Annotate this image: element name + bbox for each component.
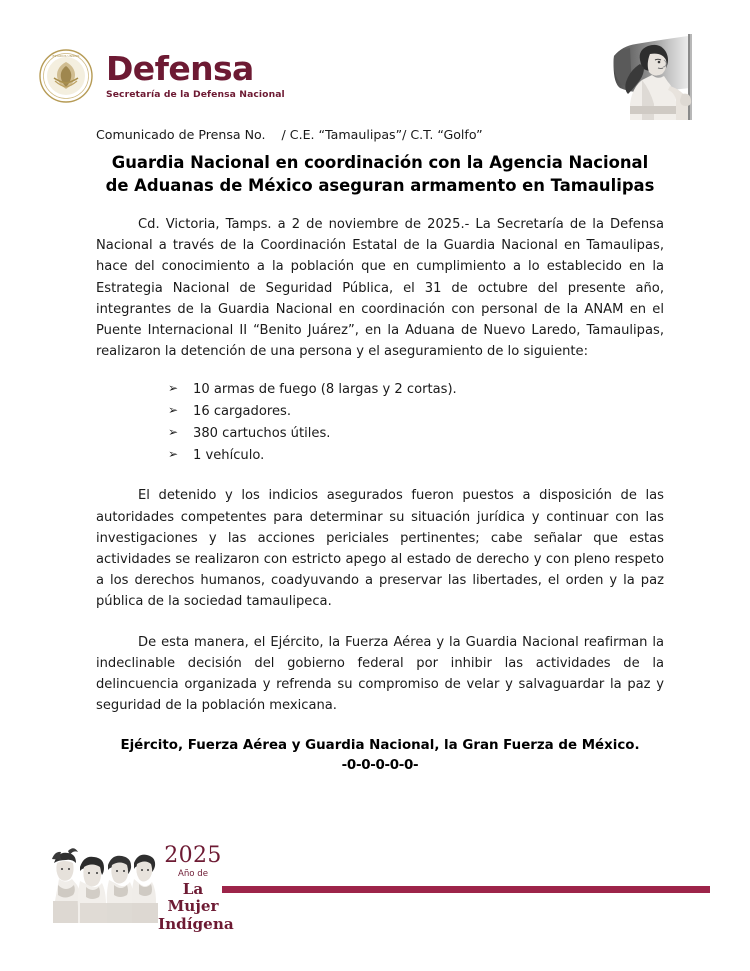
list-item	[168, 401, 664, 423]
footer-ano-de: Año de	[177, 868, 209, 879]
indigenous-women-illustration-icon	[48, 841, 158, 927]
footer-divider-bar	[222, 886, 710, 893]
paragraph-3: De esta manera, el Ejército, la Fuerza Aérea y la Guardia Nacional reafirman la indeclinable decisión del gobierno federal por inhibir las actividades de la delincuencia organizada y refrenda su compromiso de velar y salvaguardar la paz y seguridad de la población mexicana.	[96, 634, 664, 714]
arrow-bullet-icon: ➢	[168, 424, 179, 439]
footer-line-2: Indígena	[158, 914, 234, 933]
footer-line-1: La Mujer	[167, 879, 219, 916]
closing-slogan: Ejército, Fuerza Aérea y Guardia Nacional, la Gran Fuerza de México.	[120, 738, 640, 754]
page-title	[96, 152, 664, 197]
mexican-eagle-seal-icon	[38, 48, 94, 104]
defensa-brand	[38, 48, 285, 104]
list-item	[168, 445, 664, 467]
page-title-line-1: Guardia Nacional en coordinación con la Agencia Nacional	[111, 153, 649, 172]
brand-subtitle: Secretaría de la Defensa Nacional	[106, 89, 285, 101]
brand-text-block	[106, 49, 285, 101]
list-item	[168, 423, 664, 445]
end-marker: -0-0-0-0-0-	[341, 758, 419, 774]
list-item-label: 1 vehículo.	[193, 447, 265, 463]
article-content	[96, 214, 664, 773]
page-title-line-2: de Aduanas de México aseguran armamento en Tamaulipas	[105, 175, 655, 195]
woman-with-mexican-flag-icon	[602, 30, 722, 122]
document-header	[0, 0, 750, 118]
brand-title: Defensa	[106, 49, 254, 89]
list-item-label: 10 armas de fuego (8 largas y 2 cortas).	[193, 382, 457, 398]
footer-year: 2025	[164, 843, 222, 868]
list-item	[168, 379, 664, 401]
comunicado-number-line: Comunicado de Prensa No. / C.E. “Tamaulipas”/ C.T. “Golfo”	[96, 127, 483, 142]
arrow-bullet-icon: ➢	[168, 446, 179, 461]
list-item-label: 380 cartuchos útiles.	[193, 425, 331, 441]
list-item-label: 16 cargadores.	[193, 404, 291, 420]
arrow-bullet-icon: ➢	[168, 381, 179, 396]
paragraph-2: El detenido y los indicios asegurados fueron puestos a disposición de las autoridades competentes para determinar su situación jurídica y continuar con las investigaciones y las acciones periciales pertinentes; cabe señalar que estas actividades se realizaron con estricto apego al estado de derecho y con pleno respeto a los derechos humanos, coadyuvando a preservar las libertades, el orden y la paz pública de la sociedad tamaulipeca.	[96, 488, 664, 610]
svg-text:ESTADOS UNIDOS: ESTADOS UNIDOS	[52, 54, 80, 58]
paragraph-1: Cd. Victoria, Tamps. a 2 de noviembre de 2025.- La Secretaría de la Defensa Nacional a través de la Coordinación Estatal de la Guardia Nacional en Tamaulipas, hace del conocimiento a la población que en cumplimiento a lo establecido en la Estrategia Nacional de Seguridad Pública, el 31 de octubre del presente año, integrantes de la Guardia Nacional en coordinación con personal de la ANAM en el Puente Internacional II “Benito Juárez”, en la Aduana de Nuevo Laredo, Tamaulipas, realizaron la detención de una persona y el aseguramiento de lo siguiente:	[96, 217, 664, 360]
arrow-bullet-icon: ➢	[168, 403, 179, 418]
document-footer	[0, 839, 750, 935]
footer-campaign-text	[158, 843, 234, 933]
seized-items-list	[96, 379, 664, 466]
